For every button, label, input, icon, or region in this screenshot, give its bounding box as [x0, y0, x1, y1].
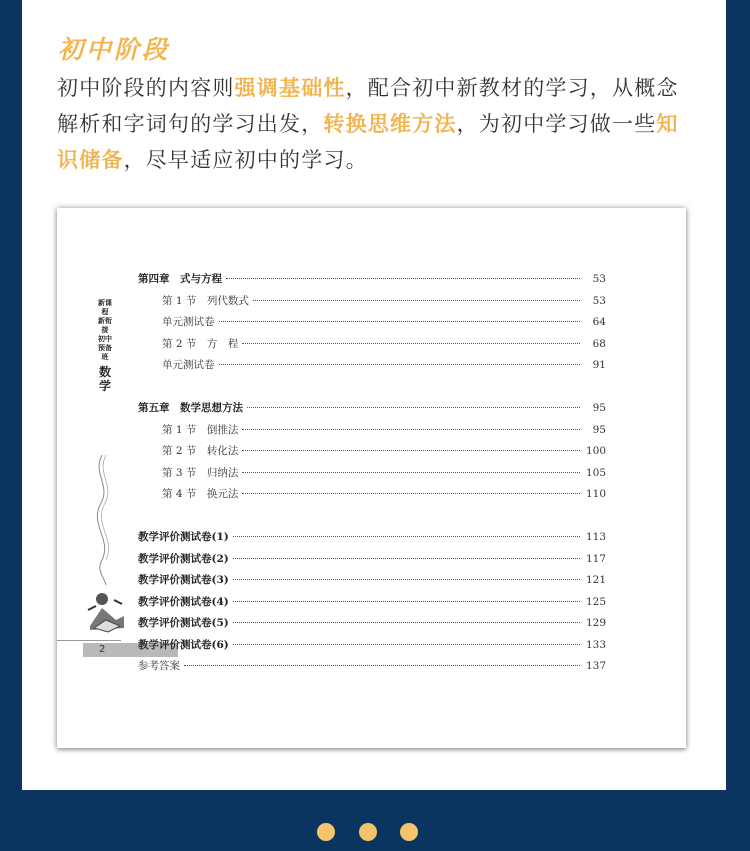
- toc-page-number: 91: [592, 359, 606, 371]
- toc-title: 第四章 式与方程: [138, 273, 222, 285]
- reading-figure-illustration: [84, 590, 128, 634]
- highlight-text: 转换思维方法: [323, 112, 457, 136]
- toc-entry-row: [138, 422, 606, 444]
- toc-title: 教学评价测试卷(2): [138, 552, 229, 565]
- toc-page-number: 64: [592, 316, 606, 328]
- toc-chapter-row: [138, 615, 606, 637]
- toc-title: 第 1 节 倒推法: [162, 423, 239, 436]
- toc-leader-dots: [219, 364, 581, 365]
- book-spine-title: [97, 298, 113, 393]
- toc-chapter-row: [138, 529, 606, 551]
- toc-entry-row: [138, 465, 606, 487]
- toc-entry-row: [138, 293, 606, 315]
- toc-chapter-row: [138, 594, 606, 616]
- carousel-dot[interactable]: [400, 823, 418, 841]
- toc-title: 教学评价测试卷(6): [138, 638, 229, 651]
- carousel-indicator: [0, 820, 750, 844]
- carousel-dot[interactable]: [359, 823, 377, 841]
- toc-title: 教学评价测试卷(3): [138, 574, 229, 586]
- toc-leader-dots: [253, 300, 580, 301]
- toc-title: 单元测试卷: [162, 316, 215, 328]
- toc-page-number: 121: [585, 574, 606, 586]
- toc-page-number: 117: [585, 552, 606, 565]
- toc-title: 单元测试卷: [162, 359, 215, 371]
- toc-page-number: 53: [592, 294, 606, 307]
- toc-leader-dots: [247, 407, 580, 408]
- toc-title: 第 2 节 方 程: [162, 337, 239, 350]
- toc-chapter-row: [138, 551, 606, 573]
- toc-leader-dots: [233, 622, 580, 623]
- toc-entry-row: [138, 336, 606, 358]
- toc-spacer: [138, 379, 606, 401]
- toc-title: 教学评价测试卷(4): [138, 595, 229, 608]
- toc-leader-dots: [242, 450, 580, 451]
- spine-subject-text: 数学: [98, 365, 111, 393]
- toc-page-number: 95: [592, 423, 606, 436]
- spine-wave-decoration: [90, 455, 120, 585]
- carousel-dot[interactable]: [317, 823, 335, 841]
- toc-page-number: 129: [585, 617, 606, 629]
- toc-entry-row: [138, 658, 606, 680]
- toc-leader-dots: [233, 601, 580, 602]
- table-of-contents: [138, 271, 606, 680]
- toc-chapter-row: [138, 637, 606, 659]
- highlight-text: 知识储备: [57, 112, 679, 172]
- highlight-text: 强调基础性: [234, 76, 346, 100]
- toc-leader-dots: [233, 644, 580, 645]
- toc-leader-dots: [226, 278, 580, 279]
- intro-text: ，为初中学习做一些: [456, 112, 657, 136]
- toc-page-number: 110: [585, 488, 606, 500]
- toc-title: 第五章 数学思想方法: [138, 402, 243, 414]
- toc-leader-dots: [219, 321, 581, 322]
- section-heading: 初中阶段: [58, 35, 171, 64]
- toc-entry-row: [138, 486, 606, 508]
- intro-text: 初中阶段的内容则: [57, 76, 235, 100]
- toc-leader-dots: [242, 472, 580, 473]
- toc-title: 参考答案: [138, 660, 180, 672]
- toc-page-number: 113: [585, 531, 606, 543]
- toc-leader-dots: [233, 558, 580, 559]
- intro-text: ，尽早适应初中的学习。: [123, 148, 368, 172]
- toc-chapter-row: [138, 572, 606, 594]
- toc-spacer: [138, 508, 606, 530]
- toc-entry-row: [138, 357, 606, 379]
- toc-leader-dots: [233, 579, 580, 580]
- toc-title: 第 2 节 转化法: [162, 445, 239, 457]
- toc-title: 第 3 节 归纳法: [162, 466, 239, 479]
- toc-chapter-row: [138, 271, 606, 293]
- intro-paragraph: [57, 70, 697, 178]
- toc-leader-dots: [242, 429, 580, 430]
- toc-leader-dots: [184, 665, 580, 666]
- toc-page-number: 137: [585, 660, 606, 672]
- toc-title: 第 4 节 换元法: [162, 488, 239, 500]
- toc-page-number: 68: [592, 337, 606, 350]
- toc-leader-dots: [242, 343, 580, 344]
- toc-chapter-row: [138, 400, 606, 422]
- spine-series-text: 新课程 新衔接 初中预备班: [98, 298, 112, 361]
- toc-page-number: 100: [585, 445, 606, 457]
- page-number-text: 2: [99, 644, 106, 655]
- toc-leader-dots: [242, 493, 580, 494]
- toc-entry-row: [138, 443, 606, 465]
- toc-page-number: 125: [585, 595, 606, 608]
- toc-page-number: 105: [585, 466, 606, 479]
- toc-title: 教学评价测试卷(5): [138, 617, 229, 629]
- toc-page-number: 95: [592, 402, 606, 414]
- toc-title: 第 1 节 列代数式: [162, 294, 249, 307]
- toc-page-number: 53: [592, 273, 606, 285]
- page-bar-rule: [57, 640, 121, 641]
- toc-leader-dots: [233, 536, 580, 537]
- toc-title: 教学评价测试卷(1): [138, 531, 229, 543]
- toc-entry-row: [138, 314, 606, 336]
- toc-page-number: 133: [585, 638, 606, 651]
- intro-text: ，配合初中新教材的学习，从概念解析和字词句的学习出发，: [57, 76, 679, 136]
- page-number-bar: [57, 640, 121, 656]
